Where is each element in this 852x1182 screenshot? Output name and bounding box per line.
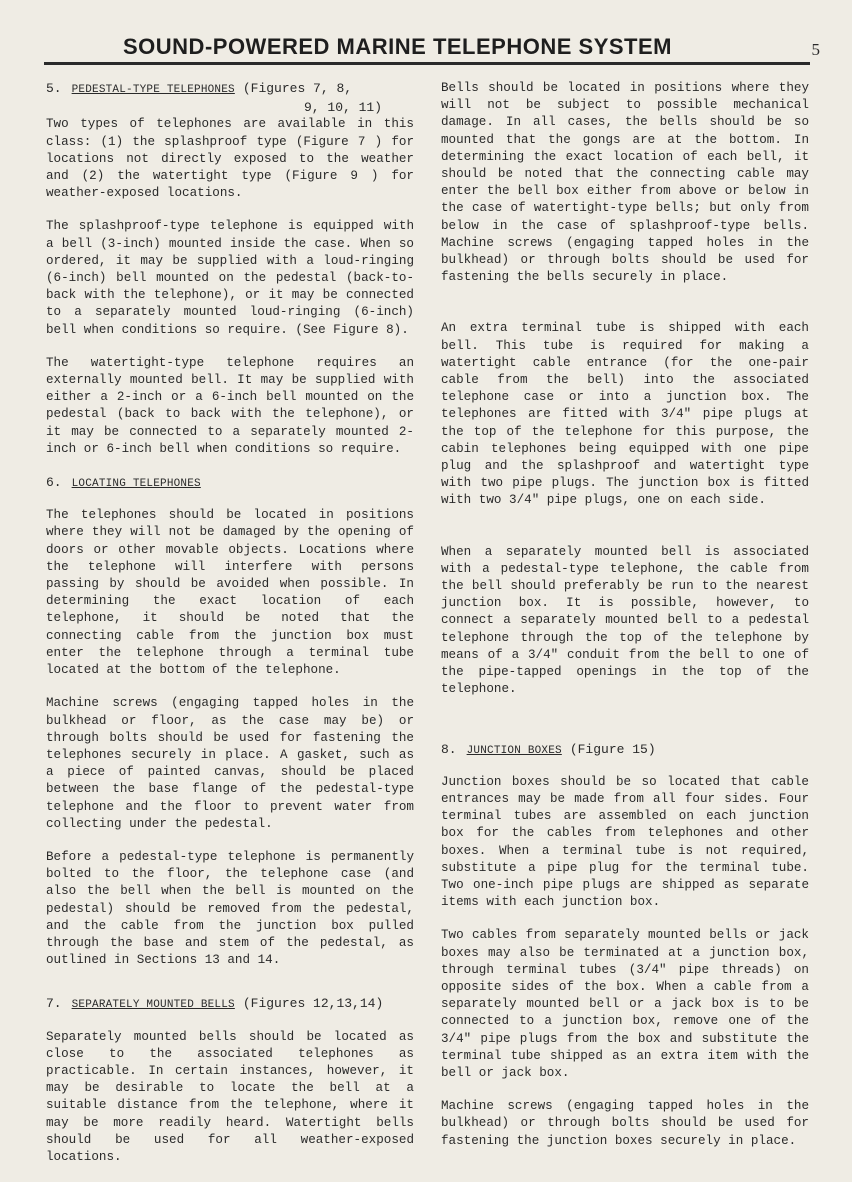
paragraph: An extra terminal tube is shipped with each bell. This tube is required for making a watertight cable entrance (for the one-pair cable from the bell) into the associated telephone case or into a junction box. The telephones are fitted with 3/4" pipe plugs at the top of the telephone for this purpose, the cabin telephones being equipped with one pipe plug and the splashproof and watertight type with two pipe plugs. The junction box is fitted with two 3/4" pipe plugs, one on each side. bbox=[441, 321, 809, 508]
paragraph: Separately mounted bells should be located as close to the associated telephones as practicable. In certain instances, however, it may be desirable to locate the bell at a suitable distance from the telephone, where it may be more readily heard. Watertight bells should be used for all weather-exposed locations. bbox=[46, 1029, 414, 1164]
paragraph: Two types of telephones are available in this class: (1) the splashproof type (Figure 7 ) for locations not directly exposed to the weather and (2) the watertight type (Figure 9 ) for weather-exposed locations. bbox=[46, 117, 414, 201]
section-number: 7. bbox=[46, 996, 62, 1012]
figure-reference-cont: 9, 10, 11) bbox=[304, 100, 383, 116]
page-header bbox=[40, 34, 820, 64]
paragraph: Machine screws (engaging tapped holes in the bulkhead) or through bolts should be used for fastening the junction boxes securely in place. bbox=[441, 1099, 809, 1148]
page-number: 5 bbox=[811, 40, 820, 59]
paragraph: Two cables from separately mounted bells or jack boxes may also be terminated at a junction box, through terminal tubes (3/4" pipe threads) on opposite sides of the box. When a cable from a separately mounted bell or a jack box is to be connected to a junction box, remove one of the 3/4" pipe plugs from the box and substitute the terminal tube shipped as an extra item with the bell or jack box. bbox=[441, 928, 809, 1080]
section-7-heading bbox=[46, 995, 414, 1014]
section-name: LOCATING TELEPHONES bbox=[71, 478, 201, 491]
figure-reference: (Figures 7, 8, bbox=[242, 81, 353, 96]
section-name: JUNCTION BOXES bbox=[466, 744, 562, 757]
paragraph: Bells should be located in positions where they will not be subject to possible mechanical damage. In all cases, the bells should be so mounted that the gongs are at the bottom. In determining the exact location of each bell, it should be noted that the connecting cable may enter the bell box either from above or below in the case of watertight-type bells; but only from below in the case of splashproof-type bells. Machine screws (engaging tapped holes in the bulkhead) or through bolts should be used for fastening the bells securely in place. bbox=[441, 81, 809, 285]
paragraph: Machine screws (engaging tapped holes in the bulkhead or floor, as the case may be) or through bolts should be used for fastening the telephones securely in place. A gasket, such as a piece of painted canvas, should be placed between the base flange of the pedestal-type telephone and the floor to prevent water from collecting under the pedestal. bbox=[46, 696, 414, 831]
section-6-heading bbox=[46, 474, 414, 493]
left-column bbox=[46, 80, 414, 1182]
section-number: 5. bbox=[46, 81, 62, 96]
right-column bbox=[441, 80, 809, 1166]
section-number: 8. bbox=[441, 741, 457, 757]
paragraph: The telephones should be located in positions where they will not be damaged by the opening of doors or other movable objects. Locations where the telephone will interfere with persons passing by should be avoided when possible. In determining the exact location of each telephone, it should be noted that the connecting cable from the junction box must enter the telephone through a terminal tube located at the bottom of the telephone. bbox=[46, 508, 414, 678]
paragraph: Junction boxes should be so located that cable entrances may be made from all four sides. Four terminal tubes are assembled on each junction box for the cables from telephones and other boxes. When a terminal tube is not required, substitute a pipe plug for the terminal tube. Two one-inch pipe plugs are shipped as separate items with each junction box. bbox=[441, 774, 809, 910]
section-5-heading bbox=[46, 80, 414, 116]
section-name: PEDESTAL-TYPE TELEPHONES bbox=[71, 84, 235, 96]
figure-reference: (Figure 15) bbox=[569, 741, 656, 757]
section-8-heading bbox=[441, 741, 809, 760]
paragraph: When a separately mounted bell is associated with a pedestal-type telephone, the cable from the bell should preferably be run to the nearest junction box. It is possible, however, to connect a separately mounted bell to a pedestal telephone through the top of the telephone by means of a 3/4" conduit from the bell to one of the pipe-tapped openings in the top of the telephone. bbox=[441, 544, 809, 697]
section-number: 6. bbox=[46, 475, 62, 491]
header-rule bbox=[44, 62, 810, 65]
paragraph: The splashproof-type telephone is equipped with a bell (3-inch) mounted inside the case. When so ordered, it may be supplied with a loud-ringing (6-inch) bell mounted on the pedestal (back-to-back with the telephone), or it may be connected to a separately mounted loud-ringing (6-inch) bell when conditions so require. (See Figure 8). bbox=[46, 219, 414, 337]
figure-reference: (Figures 12,13,14) bbox=[242, 996, 384, 1012]
section-name: SEPARATELY MOUNTED BELLS bbox=[71, 999, 235, 1012]
paragraph: Before a pedestal-type telephone is permanently bolted to the floor, the telephone case (and also the bell when the bell is mounted on the pedestal) should be removed from the pedestal, and the cable from the junction box pulled through the base and stem of the pedestal, as outlined in Sections 13 and 14. bbox=[46, 849, 414, 968]
paragraph: The watertight-type telephone requires an externally mounted bell. It may be supplied with either a 2-inch or a 6-inch bell mounted on the pedestal (back to back with the telephone), or it may be connected to a separately mounted 2-inch or 6-inch bell when conditions so require. bbox=[46, 355, 414, 456]
page-title: SOUND-POWERED MARINE TELEPHONE SYSTEM bbox=[123, 34, 672, 59]
